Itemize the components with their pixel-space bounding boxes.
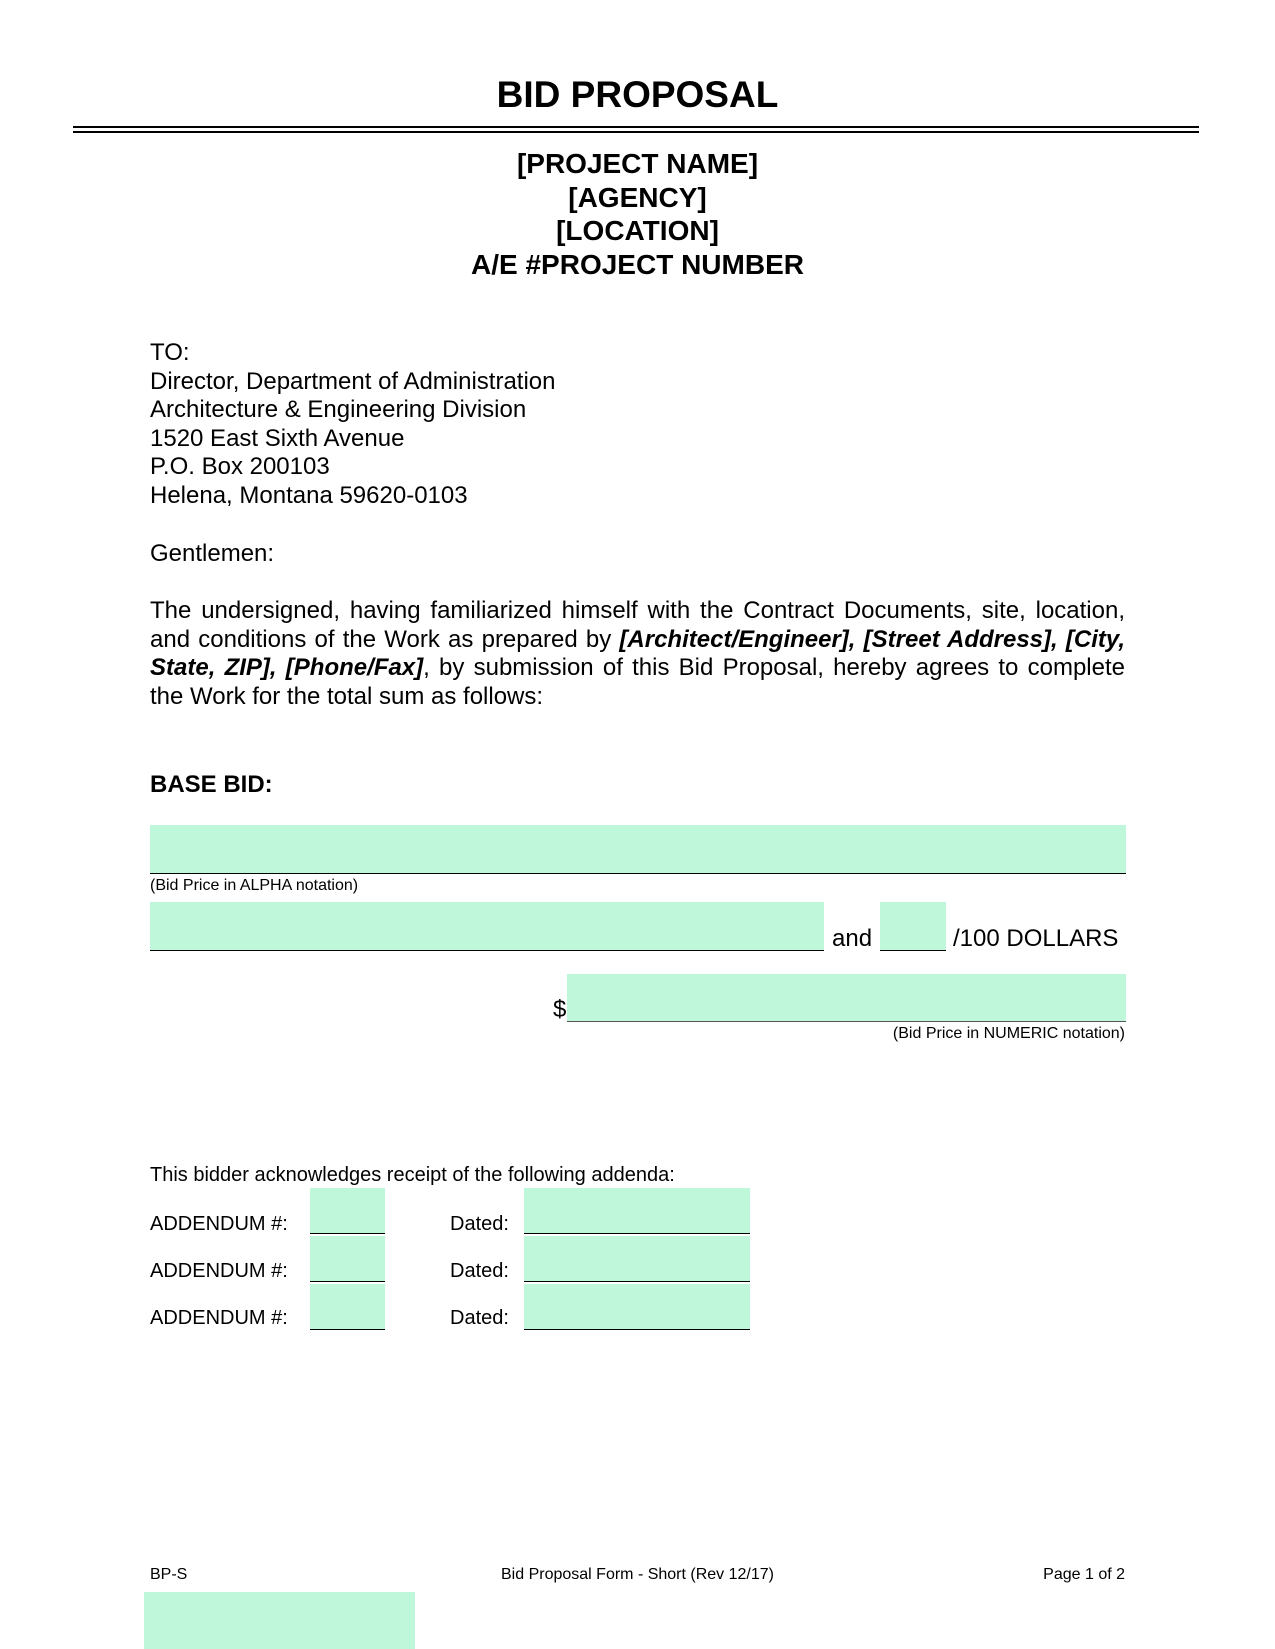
cents-field[interactable]: [880, 902, 946, 951]
to-label: TO:: [150, 339, 190, 366]
intro-paragraph: [150, 597, 1125, 711]
and-label: and: [832, 925, 873, 952]
footer-form-code: BP-S: [150, 1566, 188, 1583]
dated-label: Dated:: [450, 1213, 509, 1235]
addendum-label: ADDENDUM #:: [150, 1213, 288, 1235]
addendum-date-field[interactable]: [524, 1236, 750, 1282]
addendum-number-field[interactable]: [310, 1284, 385, 1330]
dollar-sign: $: [553, 996, 567, 1023]
salutation: Gentlemen:: [150, 540, 275, 567]
bid-numeric-caption: (Bid Price in NUMERIC notation): [892, 1025, 1125, 1042]
location: [LOCATION]: [556, 215, 719, 246]
bid-alpha-caption: (Bid Price in ALPHA notation): [150, 877, 359, 894]
addendum-number-field[interactable]: [310, 1188, 385, 1234]
addendum-date-field[interactable]: [524, 1284, 750, 1330]
address-line: Helena, Montana 59620-0103: [150, 481, 468, 509]
dated-label: Dated:: [450, 1307, 509, 1329]
dated-label: Dated:: [450, 1260, 509, 1282]
architect-placeholder: [Architect/Engineer], [Street Address], [City, State, ZIP], [Phone/Fax]: [150, 625, 1125, 682]
agency: [AGENCY]: [568, 181, 707, 213]
bottom-form-field[interactable]: [144, 1592, 415, 1649]
bid-alpha-field[interactable]: [150, 825, 1126, 874]
address-line: P.O. Box 200103: [150, 453, 330, 481]
addendum-number-field[interactable]: [310, 1236, 385, 1282]
document-title: BID PROPOSAL: [496, 74, 779, 115]
title-divider-top: [73, 126, 1199, 128]
project-number: A/E #PROJECT NUMBER: [471, 248, 804, 280]
project-name: [PROJECT NAME]: [516, 148, 759, 179]
address-line: 1520 East Sixth Avenue: [150, 424, 405, 452]
addendum-label: ADDENDUM #:: [150, 1307, 288, 1329]
recipient-address: [150, 339, 556, 511]
intro-text-after: , by submission of this Bid Proposal, hereby agrees to complete the Work for the total sum as follows:: [150, 654, 1125, 710]
bid-alpha-field-continued[interactable]: [150, 902, 824, 951]
dollars-label: /100 DOLLARS: [953, 925, 1119, 952]
addendum-date-field[interactable]: [524, 1188, 750, 1234]
address-line: Director, Department of Administration: [150, 367, 556, 395]
intro-text-before: The undersigned, having familiarized himself with the Contract Documents, site, location, and conditions of the Work as prepared by: [150, 597, 1125, 653]
addenda-intro: This bidder acknowledges receipt of the following addenda:: [150, 1164, 675, 1186]
footer-page-number: Page 1 of 2: [1043, 1566, 1125, 1583]
base-bid-heading: BASE BID:: [150, 771, 273, 798]
addendum-label: ADDENDUM #:: [150, 1260, 288, 1282]
title-divider-bottom: [73, 131, 1199, 133]
bid-numeric-field[interactable]: [567, 974, 1126, 1022]
footer-form-title: Bid Proposal Form - Short (Rev 12/17): [501, 1566, 774, 1583]
address-line: Architecture & Engineering Division: [150, 396, 527, 424]
project-info-block: [0, 147, 1275, 281]
